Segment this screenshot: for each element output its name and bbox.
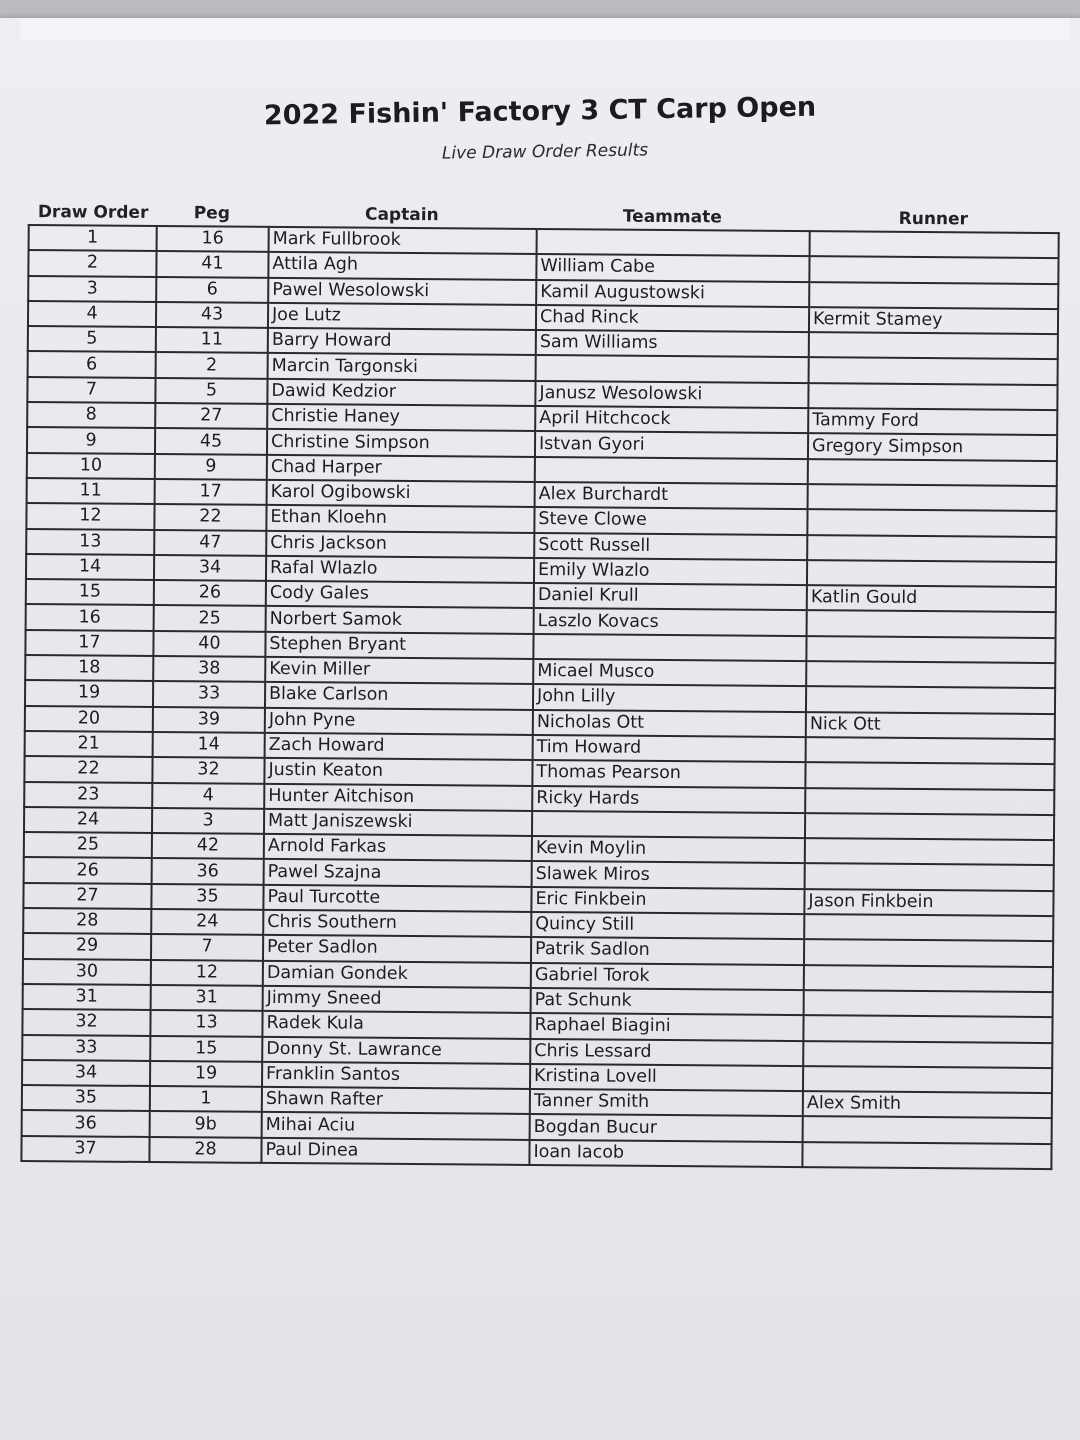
draw-order-cell: 23 (24, 782, 152, 808)
captain-cell: Rafal Wlazlo (266, 556, 534, 583)
runner-cell (808, 459, 1057, 486)
peg-cell: 32 (152, 757, 264, 783)
peg-cell: 14 (153, 732, 265, 758)
peg-cell: 9 (155, 454, 267, 480)
peg-cell: 6 (156, 277, 268, 303)
peg-cell: 42 (152, 833, 264, 859)
peg-cell: 33 (153, 681, 265, 707)
draw-order-cell: 6 (28, 351, 156, 377)
peg-cell: 40 (153, 631, 265, 657)
teammate-cell: Tanner Smith (530, 1089, 803, 1116)
captain-cell: Dawid Kedzior (267, 379, 535, 406)
draw-order-cell: 11 (27, 478, 155, 504)
runner-cell (806, 636, 1055, 663)
peg-cell: 47 (154, 530, 266, 556)
runner-cell (805, 864, 1054, 891)
paper-sheet (0, 18, 1080, 1440)
captain-cell: Norbert Samok (266, 606, 534, 633)
teammate-cell: Quincy Still (531, 912, 804, 939)
teammate-cell: Patrik Sadlon (531, 937, 804, 964)
runner-cell (805, 762, 1054, 789)
teammate-cell: Ioan Iacob (529, 1140, 802, 1167)
draw-order-cell: 15 (26, 579, 154, 605)
peg-cell: 41 (156, 251, 268, 277)
captain-cell: Joe Lutz (268, 303, 536, 330)
teammate-cell: Janusz Wesolowski (535, 381, 808, 408)
teammate-cell: Chris Lessard (530, 1038, 803, 1065)
runner-cell (807, 535, 1056, 562)
peg-cell: 13 (150, 1010, 262, 1036)
peg-cell: 39 (153, 707, 265, 733)
teammate-cell: Kamil Augustowski (536, 280, 809, 307)
peg-cell: 12 (151, 960, 263, 986)
runner-cell: Gregory Simpson (808, 434, 1057, 461)
runner-cell (802, 1142, 1051, 1169)
column-header-runner: Runner (898, 208, 969, 230)
draw-order-cell: 18 (25, 655, 153, 681)
peg-cell: 28 (149, 1137, 261, 1163)
teammate-cell: Tim Howard (533, 735, 806, 762)
teammate-cell: Gabriel Torok (531, 963, 804, 990)
results-table-area (20, 194, 1058, 1170)
captain-cell: Pawel Wesolowski (268, 277, 536, 304)
captain-cell: Barry Howard (268, 328, 536, 355)
captain-cell: Peter Sadlon (263, 935, 531, 962)
document-title: 2022 Fishin' Factory 3 CT Carp Open (263, 91, 817, 132)
runner-cell (804, 990, 1053, 1017)
draw-order-cell: 32 (22, 1009, 150, 1035)
peg-cell: 11 (156, 327, 268, 353)
draw-order-cell: 21 (25, 731, 153, 757)
captain-cell: Franklin Santos (262, 1062, 530, 1089)
draw-order-cell: 13 (26, 529, 154, 555)
teammate-cell: Sam Williams (536, 330, 809, 357)
peg-cell: 16 (157, 226, 269, 252)
captain-cell: Donny St. Lawrance (262, 1036, 530, 1063)
draw-order-cell: 8 (27, 402, 155, 428)
draw-order-cell: 35 (22, 1085, 150, 1111)
draw-order-cell: 10 (27, 453, 155, 479)
runner-cell (803, 1117, 1052, 1144)
captain-cell: Arnold Farkas (264, 834, 532, 861)
runner-cell (803, 1015, 1052, 1042)
runner-cell (807, 611, 1056, 638)
peg-cell: 3 (152, 808, 264, 834)
captain-cell: Blake Carlson (265, 682, 533, 709)
peg-cell: 1 (150, 1086, 262, 1112)
draw-order-cell: 30 (23, 959, 151, 985)
teammate-cell: Alex Burchardt (535, 482, 808, 509)
peg-cell: 38 (153, 656, 265, 682)
runner-cell (808, 484, 1057, 511)
draw-order-cell: 37 (21, 1136, 149, 1162)
peg-cell: 22 (154, 504, 266, 530)
runner-cell (809, 282, 1058, 309)
runner-cell (805, 838, 1054, 865)
runner-cell: Tammy Ford (808, 408, 1057, 435)
runner-cell (809, 256, 1058, 283)
runner-cell: Katlin Gould (807, 585, 1056, 612)
peg-cell: 36 (152, 858, 264, 884)
teammate-cell: Nicholas Ott (533, 710, 806, 737)
draw-order-cell: 27 (23, 883, 151, 909)
peg-cell: 24 (151, 909, 263, 935)
runner-cell (805, 788, 1054, 815)
teammate-cell: Emily Wlazlo (534, 558, 807, 585)
peg-cell: 43 (156, 302, 268, 328)
paper-top-edge (20, 18, 1070, 40)
draw-order-cell: 34 (22, 1060, 150, 1086)
captain-cell: Kevin Miller (265, 657, 533, 684)
teammate-cell: Pat Schunk (531, 988, 804, 1015)
teammate-cell: John Lilly (533, 684, 806, 711)
captain-cell: Marcin Targonski (268, 353, 536, 380)
teammate-cell (532, 811, 805, 838)
draw-order-cell: 2 (28, 250, 156, 276)
captain-cell: Chris Southern (263, 910, 531, 937)
captain-cell: Damian Gondek (263, 960, 531, 987)
peg-cell: 7 (151, 934, 263, 960)
teammate-cell: William Cabe (536, 254, 809, 281)
captain-cell: Justin Keaton (264, 758, 532, 785)
teammate-cell: April Hitchcock (535, 406, 808, 433)
draw-order-cell: 4 (28, 301, 156, 327)
table-body (21, 225, 1058, 1169)
teammate-cell: Slawek Miros (532, 861, 805, 888)
draw-order-cell: 20 (25, 706, 153, 732)
peg-cell: 34 (154, 555, 266, 581)
captain-cell: Jimmy Sneed (263, 986, 531, 1013)
teammate-cell: Scott Russell (534, 533, 807, 560)
draw-order-cell: 16 (26, 604, 154, 630)
runner-cell (804, 965, 1053, 992)
peg-cell: 31 (151, 985, 263, 1011)
peg-cell: 17 (155, 479, 267, 505)
runner-cell (806, 661, 1055, 688)
draw-order-cell: 3 (28, 276, 156, 302)
captain-cell: Christie Haney (267, 404, 535, 431)
peg-cell: 19 (150, 1061, 262, 1087)
draw-order-cell: 25 (24, 832, 152, 858)
captain-cell: Hunter Aitchison (264, 783, 532, 810)
captain-cell: Ethan Kloehn (266, 505, 534, 532)
runner-cell (804, 914, 1053, 941)
runner-cell: Nick Ott (806, 712, 1055, 739)
peg-cell: 26 (154, 580, 266, 606)
captain-cell: Paul Dinea (261, 1138, 529, 1165)
captain-cell: Karol Ogibowski (267, 480, 535, 507)
runner-cell (809, 358, 1058, 385)
captain-cell: Christine Simpson (267, 429, 535, 456)
peg-cell: 15 (150, 1035, 262, 1061)
teammate-cell: Raphael Biagini (530, 1013, 803, 1040)
teammate-cell: Eric Finkbein (531, 887, 804, 914)
draw-order-cell: 7 (27, 377, 155, 403)
teammate-cell: Steve Clowe (534, 507, 807, 534)
column-header-draw-order: Draw Order (37, 202, 149, 223)
draw-order-cell: 31 (23, 984, 151, 1010)
teammate-cell: Ricky Hards (532, 786, 805, 813)
teammate-cell: Daniel Krull (534, 583, 807, 610)
captain-cell: Chad Harper (267, 455, 535, 482)
teammate-cell (536, 355, 809, 382)
captain-cell: Mihai Aciu (262, 1112, 530, 1139)
captain-cell: Attila Agh (268, 252, 536, 279)
runner-cell (809, 332, 1058, 359)
peg-cell: 4 (152, 783, 264, 809)
runner-cell (807, 509, 1056, 536)
runner-cell (808, 383, 1057, 410)
captain-cell: Mark Fullbrook (269, 227, 537, 254)
teammate-cell: Istvan Gyori (535, 431, 808, 458)
draw-order-table (20, 224, 1059, 1170)
peg-cell: 35 (151, 884, 263, 910)
draw-order-cell: 24 (24, 807, 152, 833)
document-subtitle: Live Draw Order Results (441, 140, 649, 164)
draw-order-cell: 28 (23, 908, 151, 934)
draw-order-cell: 19 (25, 680, 153, 706)
captain-cell: Cody Gales (266, 581, 534, 608)
teammate-cell: Thomas Pearson (532, 760, 805, 787)
captain-cell: Pawel Szajna (264, 859, 532, 886)
runner-cell: Kermit Stamey (809, 307, 1058, 334)
teammate-cell: Chad Rinck (536, 305, 809, 332)
draw-order-cell: 14 (26, 554, 154, 580)
column-header-teammate: Teammate (622, 206, 722, 228)
captain-cell: Paul Turcotte (263, 885, 531, 912)
teammate-cell: Laszlo Kovacs (534, 608, 807, 635)
runner-cell (806, 737, 1055, 764)
runner-cell (803, 1041, 1052, 1068)
teammate-cell: Micael Musco (533, 659, 806, 686)
peg-cell: 5 (155, 378, 267, 404)
captain-cell: John Pyne (265, 708, 533, 735)
peg-cell: 45 (155, 428, 267, 454)
draw-order-cell: 22 (24, 756, 152, 782)
captain-cell: Radek Kula (262, 1011, 530, 1038)
teammate-cell (533, 634, 806, 661)
column-header-peg: Peg (193, 203, 231, 224)
draw-order-cell: 17 (25, 630, 153, 656)
captain-cell: Matt Janiszewski (264, 809, 532, 836)
teammate-cell (535, 457, 808, 484)
draw-order-cell: 26 (24, 857, 152, 883)
captain-cell: Shawn Rafter (262, 1087, 530, 1114)
runner-cell: Alex Smith (803, 1091, 1052, 1118)
captain-cell: Stephen Bryant (265, 632, 533, 659)
peg-cell: 2 (156, 352, 268, 378)
runner-cell (805, 813, 1054, 840)
draw-order-cell: 9 (27, 427, 155, 453)
draw-order-cell: 5 (28, 326, 156, 352)
captain-cell: Zach Howard (265, 733, 533, 760)
draw-order-cell: 33 (22, 1034, 150, 1060)
peg-cell: 27 (155, 403, 267, 429)
draw-order-cell: 1 (29, 225, 157, 251)
teammate-cell (537, 229, 810, 256)
teammate-cell: Kristina Lovell (530, 1064, 803, 1091)
draw-order-cell: 29 (23, 933, 151, 959)
peg-cell: 25 (154, 605, 266, 631)
runner-cell (807, 560, 1056, 587)
draw-order-cell: 36 (22, 1110, 150, 1136)
teammate-cell: Bogdan Bucur (530, 1114, 803, 1141)
runner-cell (804, 939, 1053, 966)
peg-cell: 9b (150, 1111, 262, 1137)
runner-cell: Jason Finkbein (804, 889, 1053, 916)
runner-cell (810, 231, 1059, 258)
captain-cell: Chris Jackson (266, 530, 534, 557)
runner-cell (806, 686, 1055, 713)
column-header-captain: Captain (364, 204, 439, 226)
teammate-cell: Kevin Moylin (532, 836, 805, 863)
runner-cell (803, 1066, 1052, 1093)
draw-order-cell: 12 (26, 503, 154, 529)
